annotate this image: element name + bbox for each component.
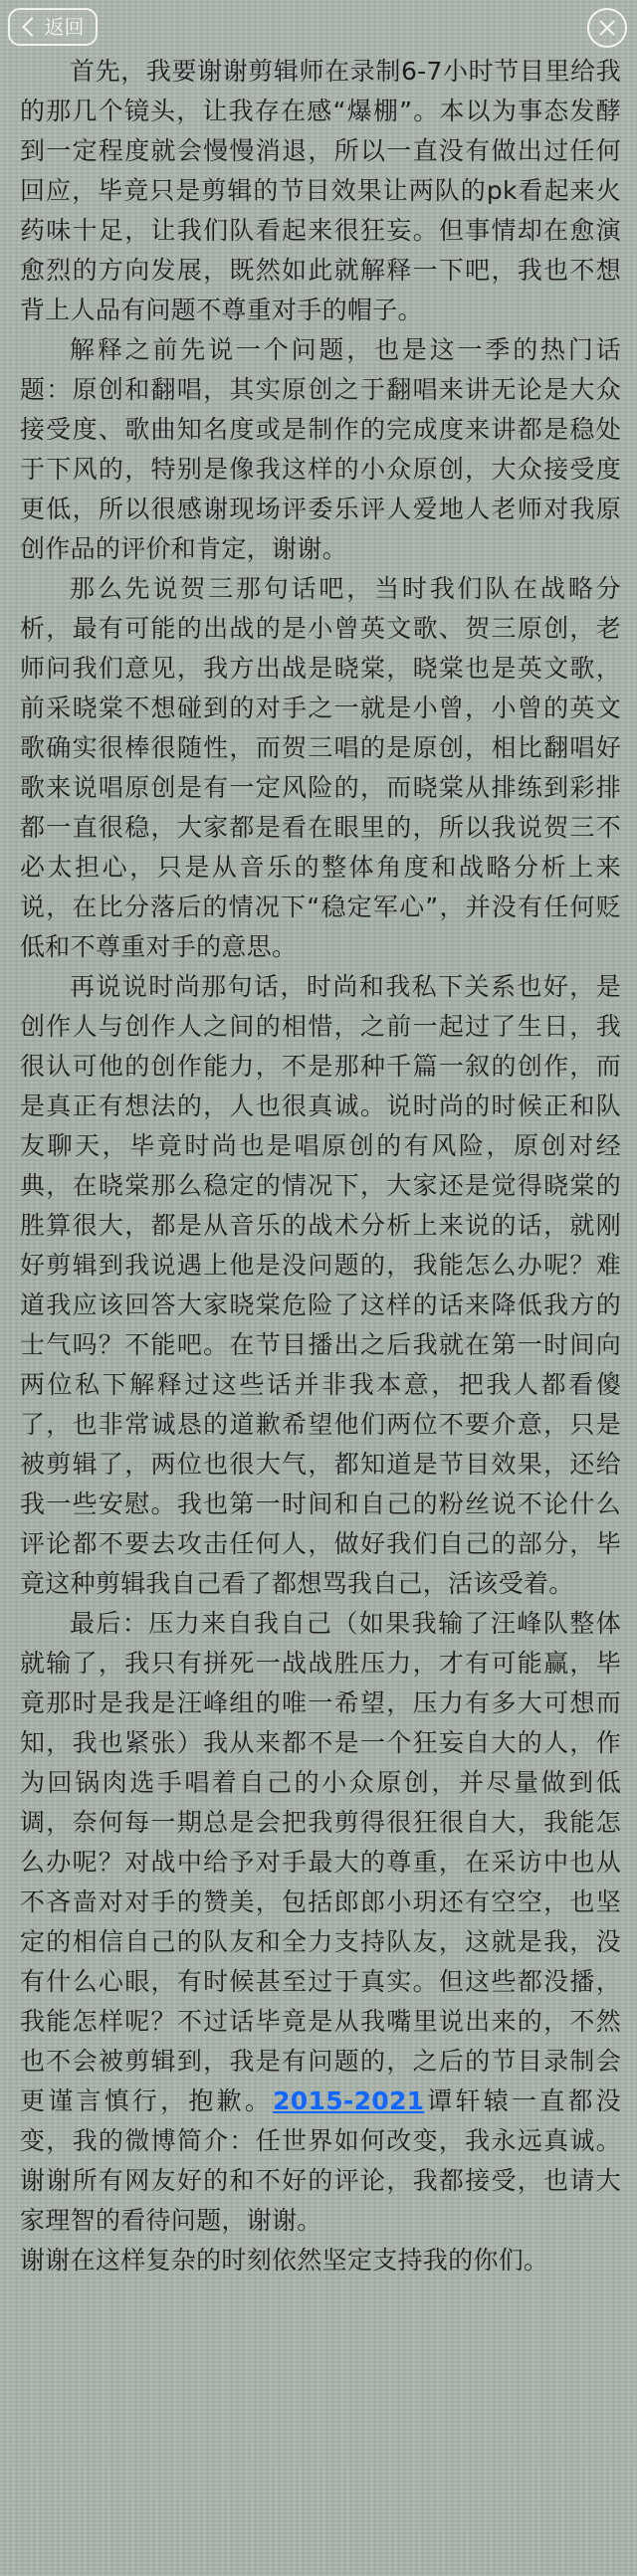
paragraph-5-text-b: 谭轩辕一直都没变，我的微博简介：任世界如何改变，我永远真诚。谢谢所有网友好的和不好的评论，我都接受，也请大家理智的看待问题，谢谢。	[20, 2086, 621, 2235]
close-button[interactable]	[587, 8, 627, 48]
paragraph-6: 谢谢在这样复杂的时刻依然坚定支持我的你们。	[20, 2246, 549, 2275]
paragraph-5	[20, 1604, 621, 2241]
paragraph-4: 再说说时尚那句话，时尚和我私下关系也好，是创作人与创作人之间的相惜，之前一起过了生日，我很认可他的创作能力，不是那种千篇一叙的创作，而是真正有想法的，人也很真诚。说时尚的时候正和队友聊天，毕竟时尚也是唱原创的有风险，原创对经典，在晓棠那么稳定的情况下，大家还是觉得晓棠的胜算很大，都是从音乐的战术分析上来说的话，就刚好剪辑到我说遇上他是没问题的，我能怎么办呢？难道我应该回答大家晓棠危险了这样的话来降低我方的士气吗？不能吧。在节目播出之后我就在第一时间向两位私下解释过这些话并非我本意，把我人都看傻了，也非常诚恳的道歉希望他们两位不要介意，只是被剪辑了，两位也很大气，都知道是节目效果，还给我一些安慰。我也第一时间和自己的粉丝说不论什么评论都不要去攻击任何人，做好我们自己的部分，毕竟这种剪辑我自己看了都想骂我自己，活该受着。	[20, 972, 621, 1598]
chevron-left-icon	[22, 17, 42, 37]
back-button[interactable]	[8, 8, 98, 46]
article-body	[20, 52, 621, 2280]
paragraph-1: 首先，我要谢谢剪辑师在录制6-7小时节目里给我的那几个镜头，让我存在感“爆棚”。本以为事态发酵到一定程度就会慢慢消退，所以一直没有做出过任何回应，毕竟只是剪辑的节目效果让两队的pk看起来火药味十足，让我们队看起来很狂妄。但事情却在愈演愈烈的方向发展，既然如此就解释一下吧，我也不想背上人品有问题不尊重对手的帽子。	[20, 57, 621, 324]
paragraph-5-text-a: 最后：压力来自我自己（如果我输了汪峰队整体就输了，我只有拼死一战战胜压力，才有可能赢，毕竟那时是我是汪峰组的唯一希望，压力有多大可想而知，我也紧张）我从来都不是一个狂妄自大的人，作为回锅肉选手唱着自己的小众原创，并尽量做到低调，奈何每一期总是会把我剪得很狂很自大，我能怎么办呢？对战中给予对手最大的尊重，在采访中也从不吝啬对对手的赞美，包括郎郎小玥还有空空，也坚定的相信自己的队友和全力支持队友，这就是我，没有什么心眼，有时候甚至过于真实。但这些都没播，我能怎样呢？不过话毕竟是从我嘴里说出来的，不然也不会被剪辑到，我是有问题的，之后的节目录制会更谨言慎行，抱歉。	[20, 1609, 621, 2115]
paragraph-3: 那么先说贺三那句话吧，当时我们队在战略分析，最有可能的出战的是小曾英文歌、贺三原创，老师问我们意见，我方出战是晓棠，晓棠也是英文歌，前采晓棠不想碰到的对手之一就是小曾，小曾的英文歌确实很棒很随性，而贺三唱的是原创，相比翻唱好歌来说唱原创是有一定风险的，而晓棠从排练到彩排都一直很稳，大家都是看在眼里的，所以我说贺三不必太担心，只是从音乐的整体角度和战略分析上来说，在比分落后的情况下“稳定军心”，并没有任何贬低和不尊重对手的意思。	[20, 574, 621, 961]
back-label: 返回	[44, 15, 85, 39]
paragraph-2: 解释之前先说一个问题，也是这一季的热门话题：原创和翻唱，其实原创之于翻唱来讲无论是大众接受度、歌曲知名度或是制作的完成度来讲都是稳处于下风的，特别是像我这样的小众原创，大众接受度更低，所以很感谢现场评委乐评人爱地人老师对我原创作品的评价和肯定，谢谢。	[20, 335, 621, 563]
top-bar	[0, 0, 637, 58]
date-range-link[interactable]: 2015-2021	[273, 2086, 425, 2115]
